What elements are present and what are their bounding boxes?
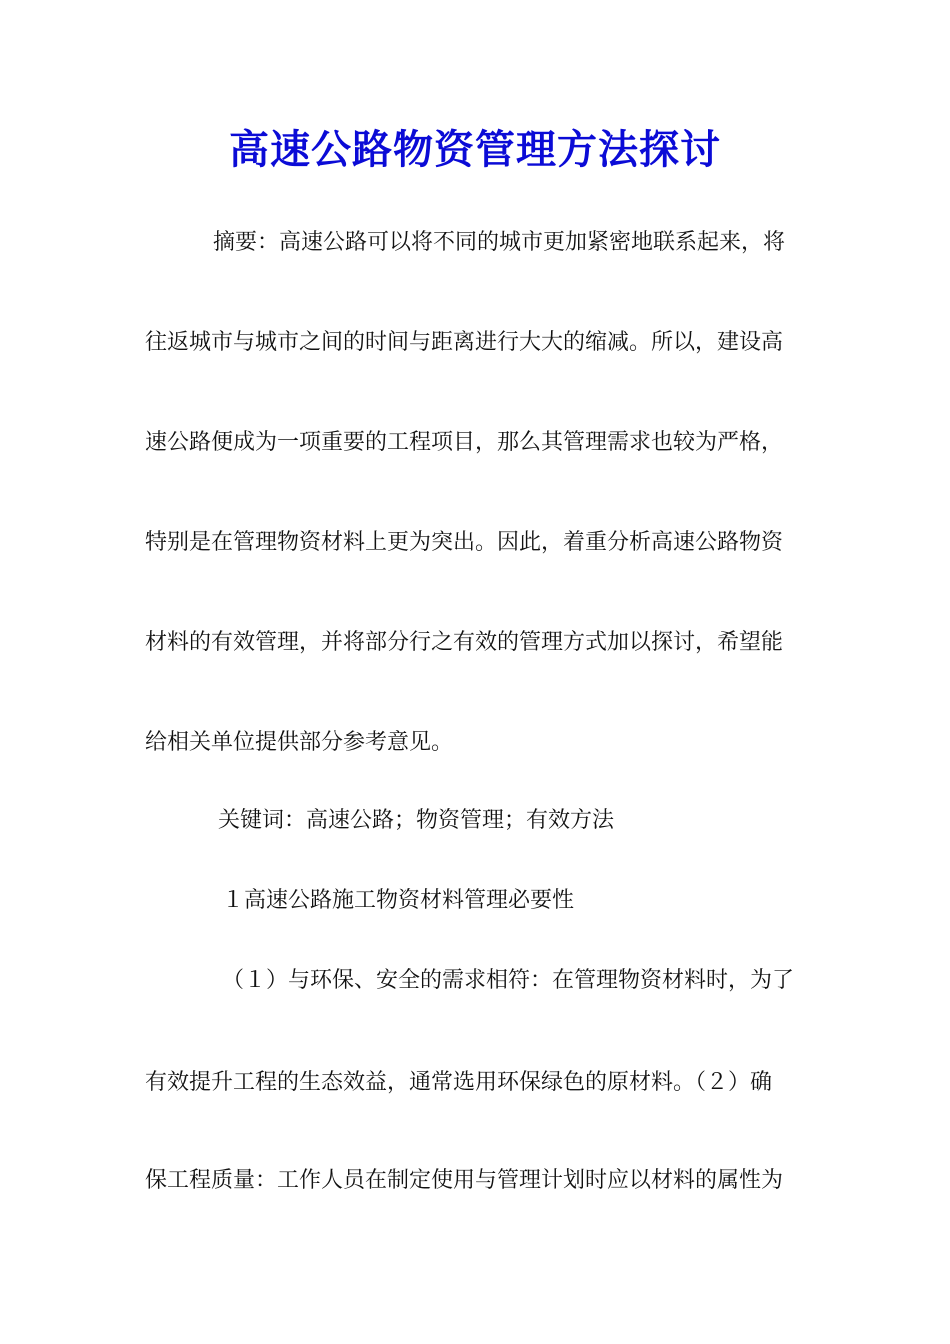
abstract-line-2: 往返城市与城市之间的时间与距离进行大大的缩减。所以，建设高 [145,330,784,355]
abstract-line-6: 给相关单位提供部分参考意见。 [145,730,454,755]
body-line-1: （１）与环保、安全的需求相符：在管理物资材料时，为了 [222,968,795,993]
body-line-2: 有效提升工程的生态效益，通常选用环保绿色的原材料。（２）确 [145,1070,773,1095]
abstract-line-3: 速公路便成为一项重要的工程项目，那么其管理需求也较为严格， [145,430,784,455]
keywords-line: 关键词：高速公路；物资管理；有效方法 [218,808,615,833]
abstract-line-4: 特别是在管理物资材料上更为突出。因此，着重分析高速公路物资 [145,530,784,555]
document-title: 高速公路物资管理方法探讨 [229,126,721,173]
section-heading: １高速公路施工物资材料管理必要性 [222,888,575,913]
body-line-3: 保工程质量：工作人员在制定使用与管理计划时应以材料的属性为 [145,1168,784,1193]
abstract-line-1: 摘要：高速公路可以将不同的城市更加紧密地联系起来，将 [213,230,786,255]
abstract-line-5: 材料的有效管理，并将部分行之有效的管理方式加以探讨，希望能 [145,630,784,655]
